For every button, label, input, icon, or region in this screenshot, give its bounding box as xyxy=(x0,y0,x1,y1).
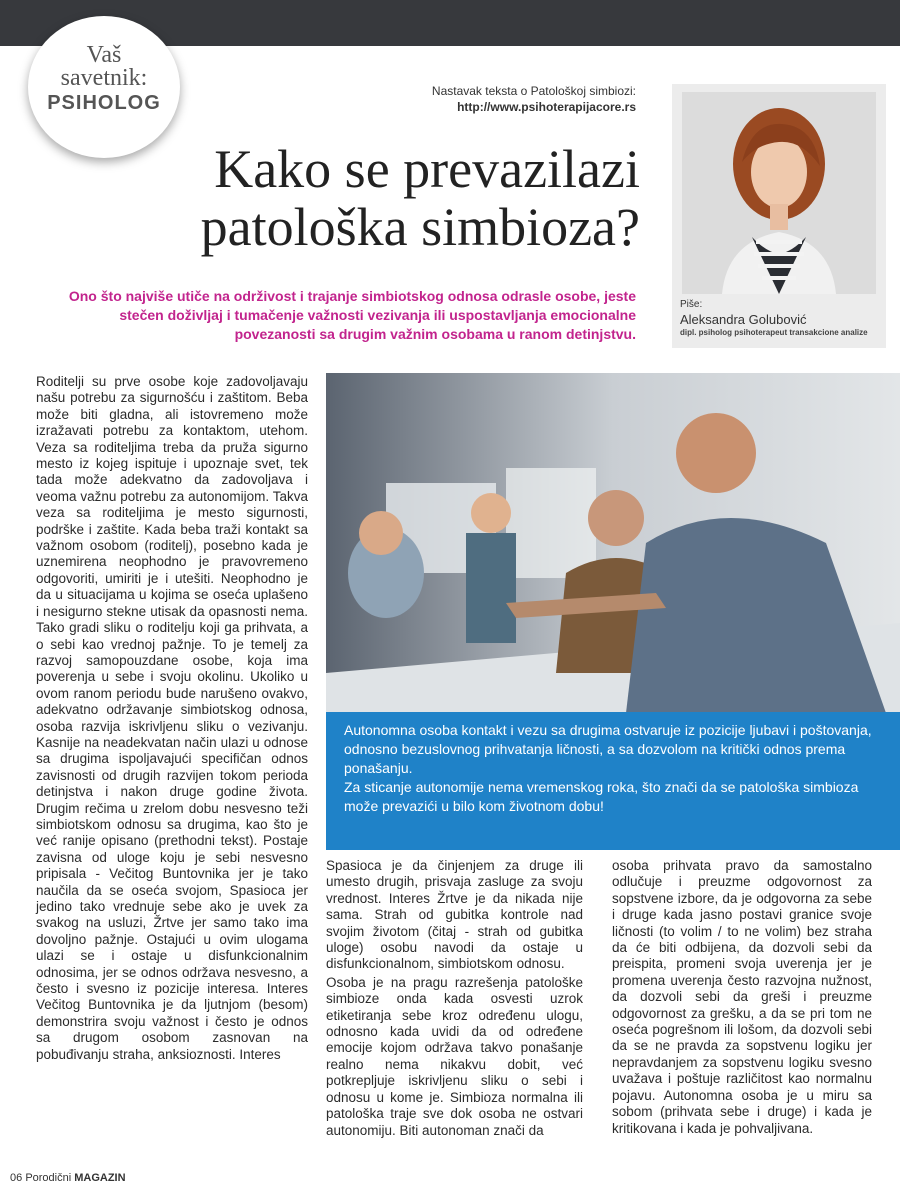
quote-paragraph-2: Za sticanje autonomije nema vremenskog roka, što znači da se patološka simbioza može prevazići u bilo kom životnom dobu! xyxy=(344,779,859,814)
page-number: 06 xyxy=(10,1172,23,1184)
middle-column-paragraph-1: Spasioca je da činjenjem za druge ili umesto drugih, prisvaja zasluge za svoju vrednost. Interes Žrtve je da nikada nije sama. Strah od gubitka kontrole nad svojim životom (čitaj - strah od gubitka uloge) osobu navodi da ostaje u disfunkcionalnom, simbiotskom odnosu. xyxy=(326,858,583,972)
article-column-right xyxy=(612,858,872,1139)
author-photo-illustration xyxy=(682,92,876,294)
meeting-photo-illustration xyxy=(326,373,900,713)
article-column-middle xyxy=(326,858,583,1141)
section-badge xyxy=(28,16,180,158)
highlight-quote-box xyxy=(326,712,900,850)
headline-line-1: Kako se prevazilazi xyxy=(214,139,640,199)
left-column-text: Roditelji su prve osobe koje zadovoljavaju našu potrebu za sigurnošću i zaštitom. Beba može biti gladna, ali istovremeno može izražavati potrebu za kontaktom, utehom. Veza sa roditeljima treba da pruža sigurno mesto iz kojeg ispituje i upoznaje svet, tek tada može adekvatno da zadovoljava i veoma važnu potrebu za autonomijom. Takva veza sa roditeljima je mesto sigurnosti, podrške i zaštite. Kada beba traži kontakt sa važnom osobom (roditelj), posebno kada je uznemirena neophodno je pravovremeno odgovoriti, umiriti je i utešiti. Neophodno je da u situacijama u kojima se oseća uplašeno i nesigurno stekne utisak da opasnosti nema. Tako gradi sliku o roditelju koji ga prihvata, a o sebi kao vrednoj pažnje. To je temelj za razvoj samopouzdane osobe, koja ima poverenja u sebe i svoju okolinu. Ukoliko u ovom ranom periodu bude narušeno ovakvo, adekvatno održavanje simbiotskog odnosa, osoba razvija iskrivljenu sliku o vezivanju. Kasnije na neadekvatan način ulazi u odnose sa drugima ispoljavajući specifičan odnos zavisnosti od drugih razvijen tokom perioda detinjstva i nakon druge godine života. Drugim rečima u zrelom dobu nesvesno teži simbiotskom odnosu sa drugima, kao što je već ranije opisano (prethodni tekst). Postaje zavisna od uloge koju je sebi nesvesno pripisala - Večitog Buntovnika jer je tako naučila da se oseća svojom, Spasioca jer jedino tako vrednuje sebe ako je uvek za svakog na usluzi, Žrtve jer samo tako ima dovoljno pažnje. Ostajući u ovim ulogama ulazi se i ostaje u disfunkcionalnim odnosima, jer se odnos održava nesvesno, a često i svesno iz pozicije interesa. Interes Večitog Buntovnika je da ljutnjom (besom) demonstrira svoju važnost i često je odnos sa drugom osobom zasnovan na pobuđivanju straha, anksioznosti. Interes xyxy=(36,374,308,1062)
source-note-text: Nastavak teksta o Patološkoj simbiozi: xyxy=(431,84,636,98)
source-note xyxy=(380,83,636,115)
author-portrait xyxy=(682,92,876,294)
middle-column-paragraph-2: Osoba je na pragu razrešenja patološke simbioze onda kada osvesti uzrok etiketiranja sebe kroz određenu ulogu, odnosno kada uvidi da od određene emocije kojom održava takvo ponašanje realno nema nikakvu dobit, već potkrepljuje iskrivljenu sliku o sebi i odnosu u kome je. Simbioza normalna ili patološka traje sve dok osoba ne ostvari autonomiju. Biti autonoman znači da xyxy=(326,974,583,1138)
lead-paragraph: Ono što najviše utiče na održivost i trajanje simbiotskog odnosa odrasle osobe, jeste stečen doživljaj i tumačenje važnosti vezivanja ili uspostavljanja emocionalne povezanosti sa drugim važnim osobama u ranom detinjstvu. xyxy=(68,288,636,342)
page-footer xyxy=(10,1172,126,1184)
source-url[interactable]: http://www.psihoterapijacore.rs xyxy=(457,100,636,114)
headline-line-2: patološka simbioza? xyxy=(200,197,640,257)
badge-line-3: PSIHOLOG xyxy=(47,92,161,114)
meeting-photo xyxy=(326,373,900,713)
author-box xyxy=(672,84,886,348)
badge-line-2: savetnik: xyxy=(60,65,148,91)
magazine-name: MAGAZIN xyxy=(74,1172,126,1184)
right-column-text: osoba prihvata pravo da samostalno odlučuje i preuzme odgovornost za sopstvene izbore, da je odgovorna za sebe i druge kada jasno postavi granice svoje ličnosti (to volim / to ne volim) bez straha da će biti odbijena, da dozvoli sebi da preispita, promeni svoja uverenja jer je promena uverenja često razvojna nužnost, da dozvoli sebi da greši i preuzme odgovornost za grešku, a da se pri tom ne oseća pogrešnom ili lošom, da dozvoli sebi da se ne pravda za sopstvenu logiku jer nepravdanjem za sopstvenu logiku svesno uvažava i poštuje različitost kao normalnu pojavu. Autonomna osoba je u miru sa sobom (prihvata sebe i druge) i kada je kritikovana i kada je pohvaljivana. xyxy=(612,858,872,1136)
headline xyxy=(140,140,640,256)
author-title: dipl. psiholog psihoterapeut transakcione analize xyxy=(680,328,868,337)
author-name: Aleksandra Golubović xyxy=(680,312,807,327)
magazine-prefix: Porodični xyxy=(25,1172,72,1184)
badge-line-1: Vaš xyxy=(86,42,122,68)
author-label: Piše: xyxy=(680,299,703,310)
article-column-left xyxy=(36,374,308,1065)
quote-paragraph-1: Autonomna osoba kontakt i vezu sa drugima ostvaruje iz pozicije ljubavi i poštovanja, odnosno bezuslovnog prihvatanja ličnosti, a sa dozvolom na kritički odnos prema ponašanju. xyxy=(344,722,872,776)
